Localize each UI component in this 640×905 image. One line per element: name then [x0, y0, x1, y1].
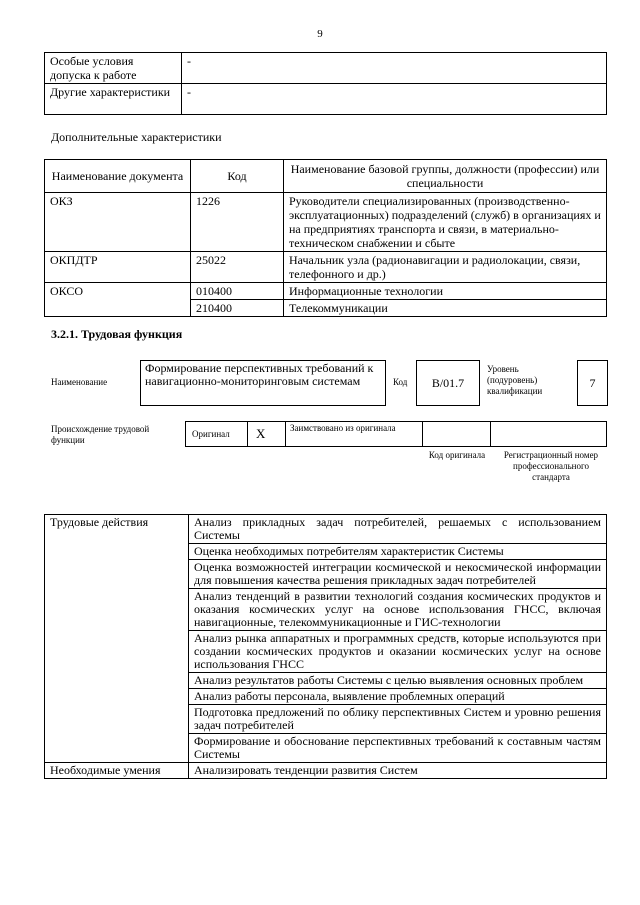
action-item: Оценка необходимых потребителям характеристик Системы: [189, 544, 607, 560]
divider: [247, 421, 248, 446]
action-item: Анализ прикладных задач потребителей, решаемых с использованием Системы: [189, 515, 607, 544]
table-header-row: [45, 160, 607, 193]
cell-doc: ОКПДТР: [45, 252, 191, 283]
section-title: 3.2.1. Трудовая функция: [51, 327, 183, 341]
function-code-box: B/01.7: [416, 360, 480, 406]
action-item: Анализ тенденций в развитии технологий создания космических продуктов и оказания космических услуг на основе использования ГНСС, включая навигационные, телекоммуникационные и ГИС-технологии: [189, 589, 607, 631]
origin-label: Происхождение трудовой функции: [51, 424, 150, 445]
action-item: Формирование и обоснование перспективных требований к составным частям Системы: [189, 734, 607, 763]
divider: [422, 421, 423, 446]
cell-value: -: [182, 84, 607, 115]
cell-label: Особые условия допуска к работе: [45, 53, 182, 84]
cell-doc: ОКЗ: [45, 193, 191, 252]
reg-number-label: Регистрационный номер профессионального стандарта: [503, 450, 599, 482]
cell-name: Начальник узла (радионавигации и радиолокации, связи, телефонного и др.): [284, 252, 607, 283]
cell-code: 1226: [191, 193, 284, 252]
original-label: Оригинал: [192, 429, 230, 439]
divider: [285, 421, 286, 446]
table-row: [45, 53, 607, 84]
name-label: Наименование: [51, 377, 108, 387]
additional-table: [44, 159, 607, 317]
skill-item: Анализировать тенденции развития Систем: [189, 763, 607, 779]
cell-code: 25022: [191, 252, 284, 283]
cell-code: 210400: [191, 300, 284, 317]
labor-actions-table: [44, 514, 607, 779]
function-name-box: Формирование перспективных требований к навигационно-мониторинговым системам: [140, 360, 386, 406]
action-item: Подготовка предложений по облику перспективных Систем и уровню решения задач потребителей: [189, 705, 607, 734]
page-number: 9: [317, 28, 323, 40]
cell-name: Руководители специализированных (производственно-эксплуатационных) подразделений (служб) в организациях и на предприятиях транспорта и связи, в материально-техническом снабжении и сбыте: [284, 193, 607, 252]
table-row: [45, 252, 607, 283]
table-row: [45, 763, 607, 779]
cell-doc: ОКСО: [45, 283, 191, 317]
cell-name: Телекоммуникации: [284, 300, 607, 317]
cell-code: 010400: [191, 283, 284, 300]
table-row: [45, 283, 607, 300]
action-item: Оценка возможностей интеграции космической и некосмической информации для повышения качества решения прикладных задач потребителей: [189, 560, 607, 589]
action-item: Анализ работы персонала, выявление проблемных операций: [189, 689, 607, 705]
action-item: Анализ результатов работы Системы с целью выявления основных проблем: [189, 673, 607, 689]
conditions-table: [44, 52, 607, 115]
level-box: 7: [577, 360, 608, 406]
actions-label: Трудовые действия: [45, 515, 189, 763]
code-label: Код: [393, 377, 408, 387]
divider: [490, 421, 491, 446]
original-mark: X: [256, 426, 266, 441]
borrowed-label: Заимствовано из оригинала: [290, 423, 396, 433]
cell-value: -: [182, 53, 607, 84]
col-header: Код: [191, 160, 284, 193]
col-header: Наименование базовой группы, должности (профессии) или специальности: [284, 160, 607, 193]
table-row: [45, 84, 607, 115]
code-original-label: Код оригинала: [428, 450, 486, 460]
level-label: Уровень (подуровень) квалификации: [487, 364, 543, 396]
skills-label: Необходимые умения: [45, 763, 189, 779]
col-header: Наименование документа: [45, 160, 191, 193]
cell-label: Другие характеристики: [45, 84, 182, 115]
table-row: [45, 515, 607, 544]
cell-name: Информационные технологии: [284, 283, 607, 300]
action-item: Анализ рынка аппаратных и программных средств, которые используются при создании космических продуктов и оказании космических услуг на основе использования ГНСС: [189, 631, 607, 673]
additional-title: Дополнительные характеристики: [51, 130, 222, 144]
table-row: [45, 193, 607, 252]
